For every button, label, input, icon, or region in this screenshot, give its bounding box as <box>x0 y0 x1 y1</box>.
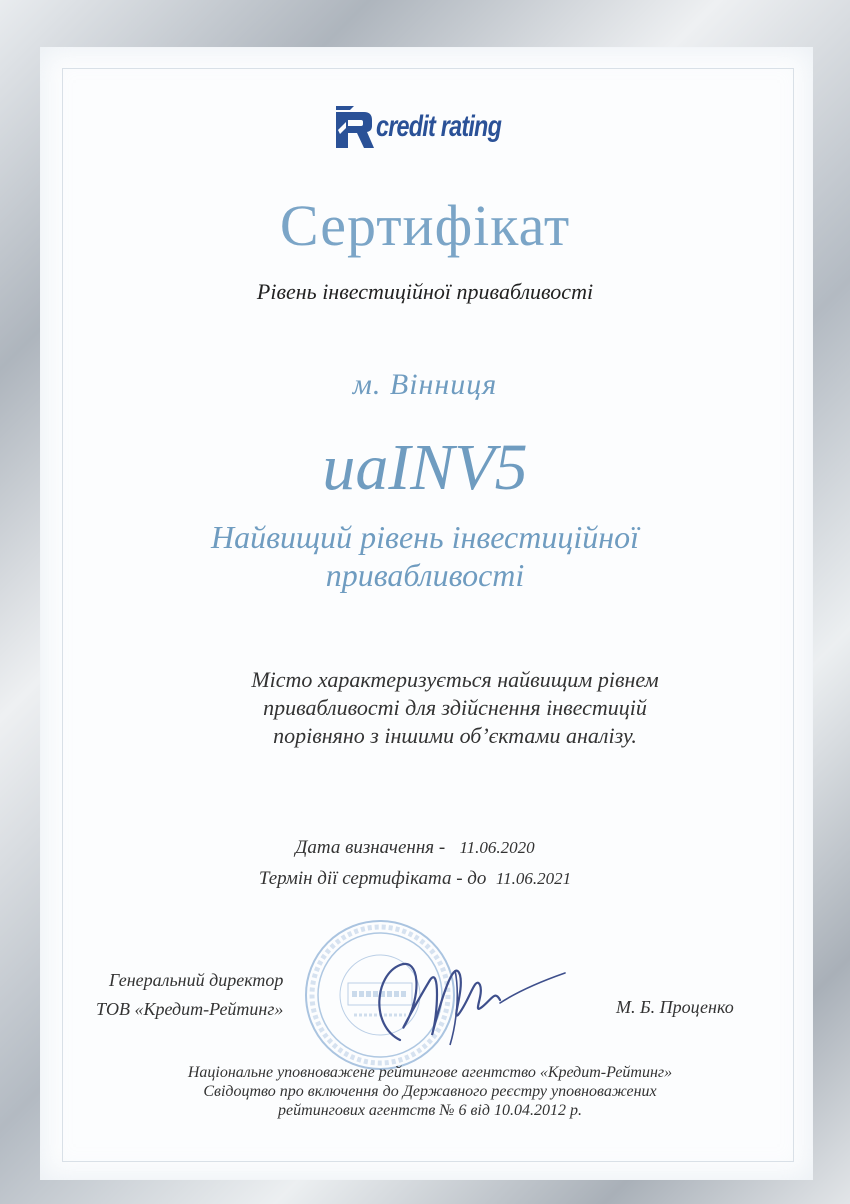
signatory-position <box>96 966 283 1024</box>
explanation-line: Місто характеризується найвищим рівнем <box>251 667 659 692</box>
validity-date-value: 11.06.2021 <box>495 869 572 888</box>
explanation-line: привабливості для здійснення інвестицій <box>263 695 647 720</box>
explanation-line: порівняно з іншими об’єктами аналізу. <box>273 723 637 748</box>
credit-rating-logo <box>334 104 536 150</box>
footer-line: Національне уповноважене рейтингове агентство «Кредит-Рейтинг» <box>187 1064 673 1081</box>
rating-code: uaINV5 <box>322 431 528 504</box>
director-title: Генеральний директор <box>109 970 284 990</box>
determination-date-value: 11.06.2020 <box>459 838 535 857</box>
validity-date-row <box>0 863 840 894</box>
rating-description-line: Найвищий рівень інвестиційної <box>211 519 639 555</box>
rating-description-line: привабливості <box>325 557 525 593</box>
rating-explanation <box>30 666 850 750</box>
footer-line: рейтингових агентств № 6 від 10.04.2012 р. <box>278 1102 582 1119</box>
footer-line: Свідоцтво про включення до Державного реєстру уповноважених <box>203 1083 657 1100</box>
logo-text: credit rating <box>376 110 502 143</box>
validity-date-label: Термін дії сертифіката - до <box>258 868 487 889</box>
determination-date-label: Дата визначення - <box>295 837 446 858</box>
rating-description <box>0 518 850 594</box>
director-signature <box>360 945 570 1055</box>
determination-date-row <box>0 832 840 863</box>
city-name: м. Вінниця <box>352 368 498 401</box>
organization-name: ТОВ «Кредит-Рейтинг» <box>96 999 284 1019</box>
director-name: М. Б. Проценко <box>616 997 734 1017</box>
credit-rating-logo-icon <box>334 104 374 150</box>
agency-footer <box>5 1063 850 1120</box>
certificate-dates <box>0 832 840 894</box>
certificate-subtitle: Рівень інвестиційної привабливості <box>256 279 594 304</box>
certificate-title: Сертифікат <box>279 193 571 258</box>
